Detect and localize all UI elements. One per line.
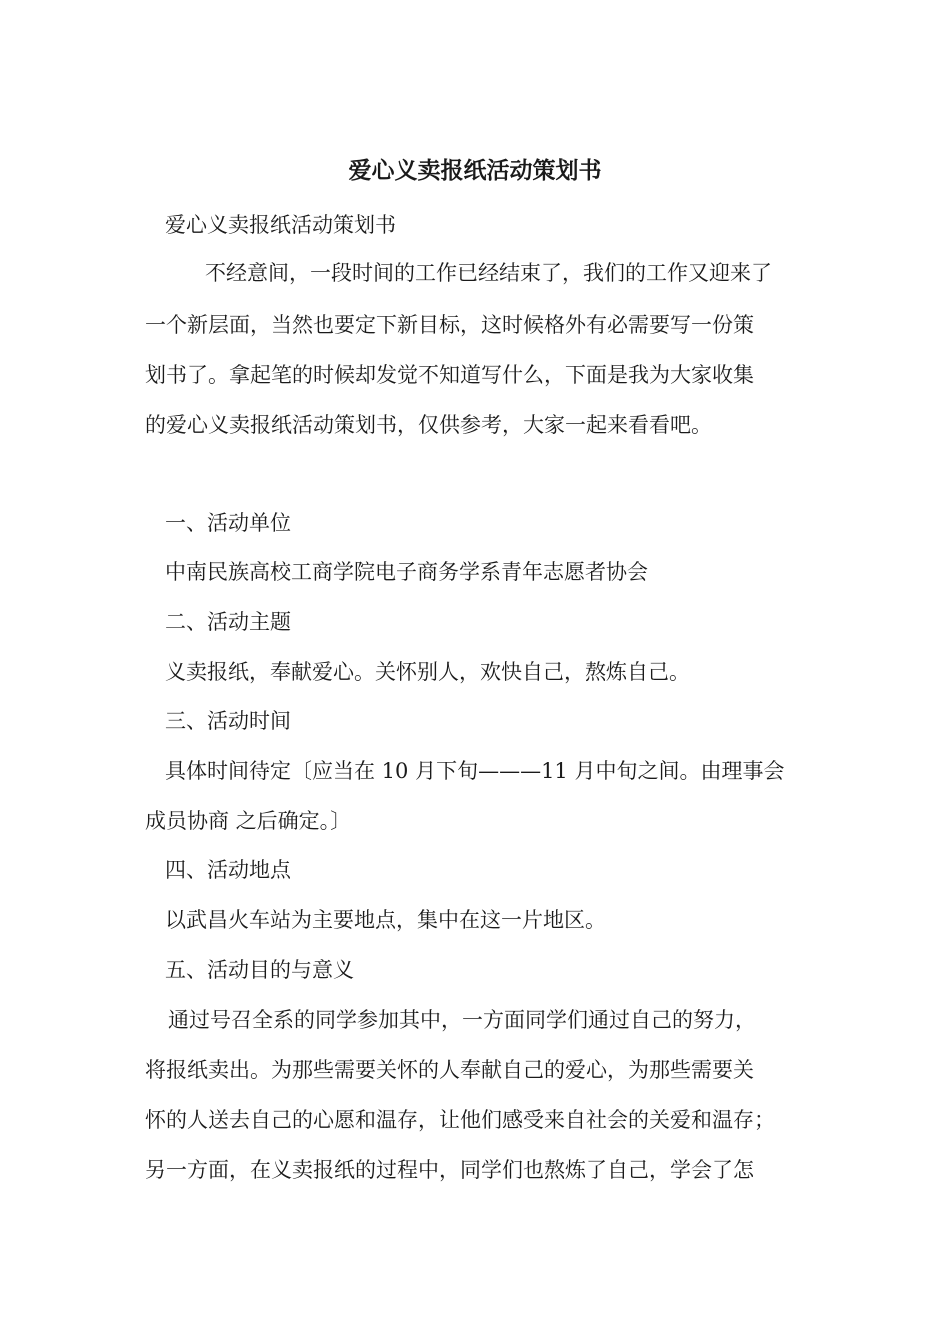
section-text: 另一方面，在义卖报纸的过程中，同学们也熬炼了自己，学会了怎 [145,1158,754,1182]
section-text: 通过号召全系的同学参加其中，一方面同学们通过自己的努力， [168,1008,756,1032]
document-title: 爱心义卖报纸活动策划书 [348,157,602,184]
intro-line: 一个新层面，当然也要定下新目标，这时候格外有必需要写一份策 [145,313,754,337]
section-heading: 二、活动主题 [165,610,291,634]
section-heading: 一、活动单位 [165,511,291,535]
section-text: 成员协商 之后确定。〕 [145,809,352,833]
section-text: 义卖报纸，奉献爱心。关怀别人，欢快自己，熬炼自己。 [165,660,690,684]
document-subtitle: 爱心义卖报纸活动策划书 [165,213,396,237]
section-text: 具体时间待定〔应当在 10 月下旬———11 月中旬之间。由理事会 [165,759,785,783]
section-text: 以武昌火车站为主要地点，集中在这一片地区。 [165,908,606,932]
intro-line: 的爱心义卖报纸活动策划书，仅供参考，大家一起来看看吧。 [145,413,712,437]
section-text: 怀的人送去自己的心愿和温存，让他们感受来自社会的关爱和温存； [145,1108,775,1132]
intro-line: 划书了。拿起笔的时候却发觉不知道写什么，下面是我为大家收集 [145,363,754,387]
section-heading: 三、活动时间 [165,709,291,733]
section-heading: 四、活动地点 [165,858,291,882]
section-text: 中南民族高校工商学院电子商务学系青年志愿者协会 [165,560,648,584]
section-text: 将报纸卖出。为那些需要关怀的人奉献自己的爱心，为那些需要关 [145,1058,754,1082]
intro-line: 不经意间，一段时间的工作已经结束了，我们的工作又迎来了 [205,261,772,285]
section-heading: 五、活动目的与意义 [165,958,354,982]
